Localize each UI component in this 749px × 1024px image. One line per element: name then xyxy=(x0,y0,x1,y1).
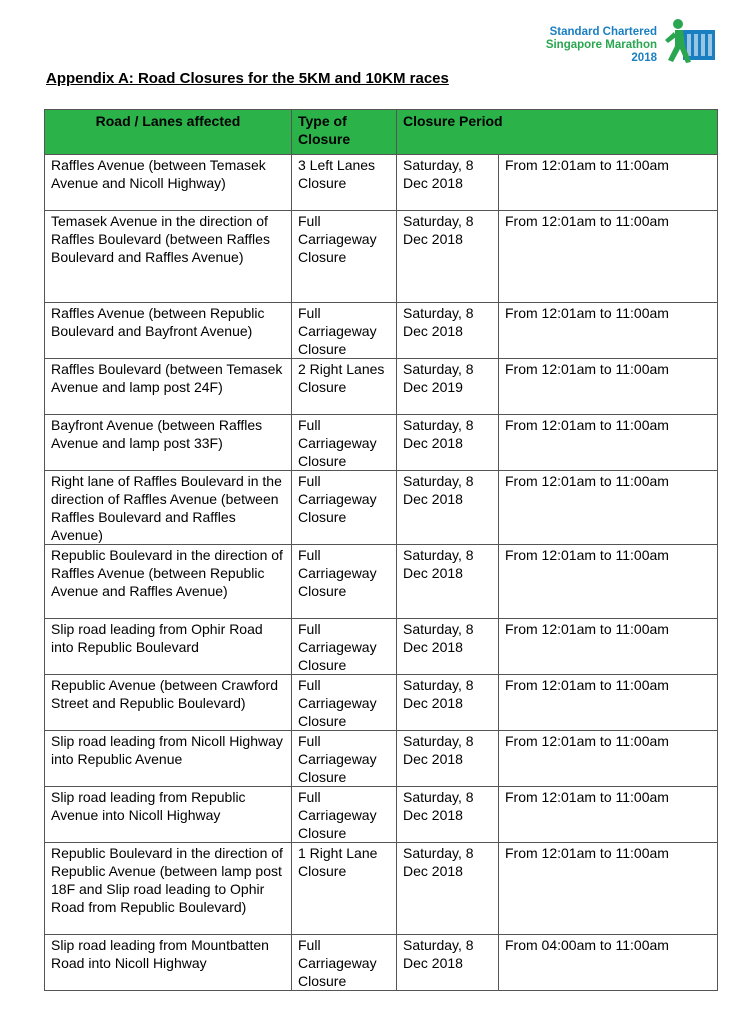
cell-type: 1 Right Lane Closure xyxy=(292,843,397,935)
cell-type: Full Carriageway Closure xyxy=(292,619,397,675)
cell-time: From 12:01am to 11:00am xyxy=(499,415,718,471)
cell-road: Raffles Avenue (between Temasek Avenue and Nicoll Highway) xyxy=(45,155,292,211)
runner-logo-icon xyxy=(661,16,717,66)
logo-text xyxy=(546,26,657,65)
cell-type: Full Carriageway Closure xyxy=(292,787,397,843)
cell-date: Saturday, 8 Dec 2018 xyxy=(397,303,499,359)
cell-time: From 12:01am to 11:00am xyxy=(499,731,718,787)
cell-type: Full Carriageway Closure xyxy=(292,303,397,359)
cell-road: Republic Boulevard in the direction of Raffles Avenue (between Republic Avenue and Raffles Avenue) xyxy=(45,545,292,619)
cell-date: Saturday, 8 Dec 2018 xyxy=(397,471,499,545)
cell-time: From 12:01am to 11:00am xyxy=(499,359,718,415)
cell-time: From 12:01am to 11:00am xyxy=(499,843,718,935)
cell-time: From 12:01am to 11:00am xyxy=(499,303,718,359)
cell-date: Saturday, 8 Dec 2018 xyxy=(397,675,499,731)
table-row xyxy=(45,211,718,303)
table-header-row xyxy=(45,110,718,155)
cell-time: From 12:01am to 11:00am xyxy=(499,155,718,211)
header-period: Closure Period xyxy=(397,110,718,155)
table-row xyxy=(45,415,718,471)
cell-type: Full Carriageway Closure xyxy=(292,415,397,471)
cell-date: Saturday, 8 Dec 2018 xyxy=(397,731,499,787)
header-type: Type of Closure xyxy=(292,110,397,155)
cell-time: From 12:01am to 11:00am xyxy=(499,471,718,545)
cell-road: Right lane of Raffles Boulevard in the direction of Raffles Avenue (between Raffles Boulevard and Raffles Avenue) xyxy=(45,471,292,545)
cell-road: Slip road leading from Republic Avenue into Nicoll Highway xyxy=(45,787,292,843)
cell-type: 3 Left Lanes Closure xyxy=(292,155,397,211)
cell-date: Saturday, 8 Dec 2018 xyxy=(397,415,499,471)
table-row xyxy=(45,675,718,731)
table-row xyxy=(45,935,718,991)
cell-date: Saturday, 8 Dec 2018 xyxy=(397,935,499,991)
page-heading: Appendix A: Road Closures for the 5KM and 10KM races xyxy=(46,70,449,87)
cell-type: Full Carriageway Closure xyxy=(292,675,397,731)
cell-time: From 12:01am to 11:00am xyxy=(499,211,718,303)
cell-time: From 12:01am to 11:00am xyxy=(499,675,718,731)
logo-sponsor: Standard Chartered xyxy=(549,26,657,38)
cell-time: From 12:01am to 11:00am xyxy=(499,545,718,619)
cell-road: Bayfront Avenue (between Raffles Avenue and lamp post 33F) xyxy=(45,415,292,471)
cell-road: Republic Avenue (between Crawford Street and Republic Boulevard) xyxy=(45,675,292,731)
cell-road: Raffles Boulevard (between Temasek Avenue and lamp post 24F) xyxy=(45,359,292,415)
logo-year: 2018 xyxy=(631,52,657,64)
cell-type: Full Carriageway Closure xyxy=(292,731,397,787)
road-closures-table xyxy=(44,109,718,991)
event-logo xyxy=(527,16,717,66)
cell-date: Saturday, 8 Dec 2018 xyxy=(397,211,499,303)
table-row xyxy=(45,359,718,415)
cell-time: From 12:01am to 11:00am xyxy=(499,619,718,675)
table-row xyxy=(45,471,718,545)
table-row xyxy=(45,787,718,843)
cell-type: Full Carriageway Closure xyxy=(292,471,397,545)
cell-date: Saturday, 8 Dec 2018 xyxy=(397,155,499,211)
cell-type: Full Carriageway Closure xyxy=(292,211,397,303)
table-row xyxy=(45,155,718,211)
cell-type: 2 Right Lanes Closure xyxy=(292,359,397,415)
cell-road: Slip road leading from Ophir Road into Republic Boulevard xyxy=(45,619,292,675)
cell-time: From 12:01am to 11:00am xyxy=(499,787,718,843)
table-row xyxy=(45,843,718,935)
table-row xyxy=(45,303,718,359)
header-road: Road / Lanes affected xyxy=(45,110,292,155)
cell-road: Republic Boulevard in the direction of Republic Avenue (between lamp post 18F and Slip road leading to Ophir Road from Republic Boulevard) xyxy=(45,843,292,935)
cell-road: Slip road leading from Mountbatten Road into Nicoll Highway xyxy=(45,935,292,991)
cell-date: Saturday, 8 Dec 2018 xyxy=(397,787,499,843)
cell-time: From 04:00am to 11:00am xyxy=(499,935,718,991)
table-row xyxy=(45,545,718,619)
cell-road: Raffles Avenue (between Republic Boulevard and Bayfront Avenue) xyxy=(45,303,292,359)
cell-road: Slip road leading from Nicoll Highway into Republic Avenue xyxy=(45,731,292,787)
table-row xyxy=(45,731,718,787)
cell-type: Full Carriageway Closure xyxy=(292,935,397,991)
table-row xyxy=(45,619,718,675)
cell-type: Full Carriageway Closure xyxy=(292,545,397,619)
cell-date: Saturday, 8 Dec 2018 xyxy=(397,545,499,619)
cell-date: Saturday, 8 Dec 2018 xyxy=(397,843,499,935)
cell-date: Saturday, 8 Dec 2019 xyxy=(397,359,499,415)
cell-road: Temasek Avenue in the direction of Raffles Boulevard (between Raffles Boulevard and Raffles Avenue) xyxy=(45,211,292,303)
cell-date: Saturday, 8 Dec 2018 xyxy=(397,619,499,675)
logo-event: Singapore Marathon xyxy=(545,39,657,51)
